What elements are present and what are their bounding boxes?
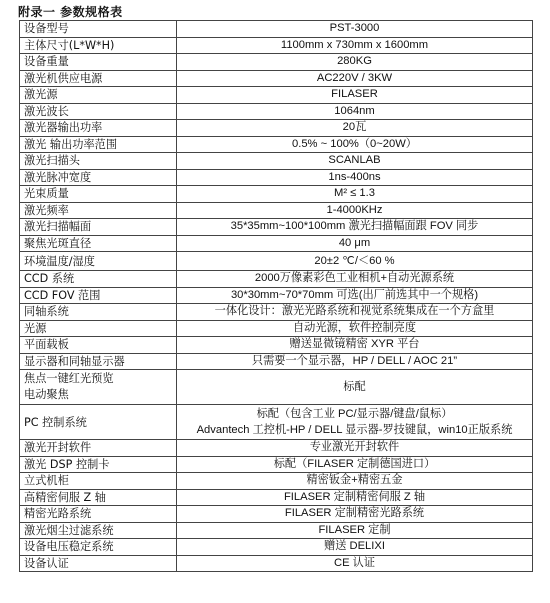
spec-key: 立式机柜 — [24, 474, 69, 488]
spec-value: 赠送 DELIXI — [324, 540, 385, 553]
spec-key-cell — [20, 120, 177, 137]
table-row — [20, 539, 533, 556]
table-row — [20, 186, 533, 203]
spec-value: 只需要一个显示器，HP / DELL / AOC 21” — [251, 354, 458, 367]
spec-key-cell — [20, 136, 177, 153]
spec-value: 20±2 ℃/＜60 % — [314, 254, 395, 267]
spec-value-cell — [177, 70, 533, 87]
spec-key-cell — [20, 271, 177, 288]
spec-value: 280KG — [337, 55, 372, 68]
spec-key: 激光频率 — [24, 203, 69, 217]
spec-key-cell — [20, 37, 177, 54]
spec-key: 显示器和同轴显示器 — [24, 354, 125, 368]
spec-key-cell — [20, 456, 177, 473]
spec-key-line2: 电动聚焦 — [24, 388, 69, 401]
spec-key: 主体尺寸(L*W*H) — [24, 38, 115, 52]
spec-value-cell — [177, 103, 533, 120]
spec-key-cell — [20, 54, 177, 71]
table-row — [20, 440, 533, 457]
spec-key-cell — [20, 287, 177, 304]
table-row — [20, 456, 533, 473]
spec-key: PC 控制系统 — [24, 415, 87, 429]
table-row — [20, 522, 533, 539]
table-row — [20, 37, 533, 54]
spec-key-cell — [20, 21, 177, 38]
spec-key: 精密光路系统 — [24, 507, 92, 521]
spec-value: 标配 — [343, 380, 366, 393]
table-row — [20, 555, 533, 572]
spec-key: 聚焦光斑直径 — [24, 236, 92, 250]
spec-value: 35*35mm~100*100mm 激光扫描幅面跟 FOV 同步 — [230, 220, 479, 233]
spec-key-cell — [20, 555, 177, 572]
spec-key-cell — [20, 337, 177, 354]
spec-key-cell — [20, 506, 177, 523]
spec-key-cell — [20, 353, 177, 370]
spec-value: 30*30mm~70*70mm 可选(出厂前选其中一个规格) — [230, 288, 479, 301]
table-row — [20, 506, 533, 523]
table-row — [20, 252, 533, 271]
spec-value: CE 认证 — [333, 556, 376, 569]
spec-value: 标配（包含工业 PC/显示器/键盘/鼠标） — [256, 408, 453, 420]
spec-value: FILASER 定制精密伺服 Z 轴 — [283, 490, 426, 503]
spec-value-cell — [177, 21, 533, 38]
spec-value: 20瓦 — [342, 121, 367, 134]
spec-key: 设备型号 — [24, 22, 69, 36]
spec-value-cell — [177, 473, 533, 490]
spec-value-cell — [177, 405, 533, 440]
spec-key: 光源 — [24, 321, 47, 335]
table-row — [20, 54, 533, 71]
spec-key: 焦点一键红光预览 — [24, 372, 114, 385]
spec-value: SCANLAB — [328, 154, 381, 167]
table-row — [20, 21, 533, 38]
spec-key-cell — [20, 405, 177, 440]
spec-table — [19, 20, 533, 572]
table-row — [20, 235, 533, 252]
spec-value: 精密钣金+精密五金 — [306, 474, 403, 487]
spec-value-cell — [177, 120, 533, 137]
spec-value: 专业激光开封软件 — [309, 441, 400, 454]
table-row — [20, 320, 533, 337]
table-row — [20, 153, 533, 170]
spec-value-cell — [177, 337, 533, 354]
spec-value-cell — [177, 136, 533, 153]
spec-value-cell — [177, 304, 533, 321]
spec-key: 激光器输出功率 — [24, 121, 103, 135]
spec-value-cell — [177, 169, 533, 186]
spec-value-cell — [177, 353, 533, 370]
table-row — [20, 103, 533, 120]
table-row — [20, 271, 533, 288]
spec-key-cell — [20, 219, 177, 236]
table-row — [20, 287, 533, 304]
spec-value: 自动光源，软件控制亮度 — [292, 321, 417, 334]
spec-value-cell — [177, 202, 533, 219]
table-row — [20, 370, 533, 405]
spec-key-cell — [20, 103, 177, 120]
spec-value-cell — [177, 320, 533, 337]
spec-key: 激光机供应电源 — [24, 71, 103, 85]
spec-key-cell — [20, 473, 177, 490]
spec-value: 1-4000KHz — [326, 203, 383, 216]
table-row — [20, 489, 533, 506]
spec-key: 设备认证 — [24, 556, 69, 570]
spec-value-cell — [177, 539, 533, 556]
spec-value-cell — [177, 489, 533, 506]
table-row — [20, 473, 533, 490]
spec-key: 激光 DSP 控制卡 — [24, 457, 110, 471]
spec-value: M² ≤ 1.3 — [334, 187, 375, 200]
spec-value-cell — [177, 287, 533, 304]
spec-value-cell — [177, 87, 533, 104]
spec-value-cell — [177, 186, 533, 203]
spec-value-cell — [177, 440, 533, 457]
spec-value: 2000万像素彩色工业相机+自动光源系统 — [254, 272, 455, 285]
spec-key: 激光开封软件 — [24, 441, 92, 455]
table-row — [20, 70, 533, 87]
spec-key: 激光波长 — [24, 104, 69, 118]
spec-value-cell — [177, 54, 533, 71]
spec-value: 标配（FILASER 定制德国进口） — [273, 457, 436, 470]
spec-key: 激光 输出功率范围 — [24, 137, 118, 151]
spec-key: 同轴系统 — [24, 305, 69, 319]
spec-value: PST-3000 — [329, 22, 380, 35]
spec-key: 设备电压稳定系统 — [24, 540, 114, 554]
table-row — [20, 304, 533, 321]
spec-key-cell — [20, 87, 177, 104]
table-row — [20, 87, 533, 104]
spec-key-cell — [20, 522, 177, 539]
spec-key-cell — [20, 186, 177, 203]
spec-value-cell — [177, 555, 533, 572]
spec-key: 激光扫描幅面 — [24, 220, 92, 234]
table-row — [20, 136, 533, 153]
spec-value: 1100mm x 730mm x 1600mm — [280, 38, 429, 51]
spec-value-cell — [177, 235, 533, 252]
spec-key: 环境温度/湿度 — [24, 254, 95, 268]
spec-key-cell — [20, 304, 177, 321]
spec-value-cell — [177, 370, 533, 405]
spec-value: AC220V / 3KW — [316, 71, 393, 84]
spec-key: 激光源 — [24, 88, 58, 102]
spec-value-cell — [177, 153, 533, 170]
spec-key: CCD FOV 范围 — [24, 288, 101, 302]
spec-value: 1ns-400ns — [328, 170, 381, 183]
spec-key-cell — [20, 539, 177, 556]
spec-key-cell — [20, 153, 177, 170]
table-row — [20, 202, 533, 219]
spec-key-cell — [20, 235, 177, 252]
spec-value: FILASER — [331, 88, 378, 101]
spec-key: 激光烟尘过滤系统 — [24, 523, 114, 537]
spec-key: 平面载板 — [24, 338, 69, 352]
spec-value: 一体化设计：激光光路系统和视觉系统集成在一个方盒里 — [214, 305, 495, 318]
table-row — [20, 120, 533, 137]
spec-value-cell — [177, 37, 533, 54]
spec-key: 激光扫描头 — [24, 154, 80, 168]
spec-value-line2: Advantech 工控机-HP / DELL 显示器-罗技键鼠，win10正版系统 — [196, 424, 513, 436]
spec-value-cell — [177, 271, 533, 288]
spec-value: 40 μm — [338, 236, 371, 249]
spec-value: FILASER 定制精密光路系统 — [284, 507, 425, 520]
table-row — [20, 169, 533, 186]
table-row — [20, 353, 533, 370]
spec-value: 赠送显微镜精密 XYR 平台 — [289, 338, 420, 351]
spec-value-cell — [177, 506, 533, 523]
spec-key-cell — [20, 169, 177, 186]
spec-key-cell — [20, 320, 177, 337]
spec-value: 1064nm — [334, 104, 375, 117]
spec-value-cell — [177, 522, 533, 539]
spec-key-cell — [20, 70, 177, 87]
table-row — [20, 219, 533, 236]
spec-key-cell — [20, 202, 177, 219]
spec-value-cell — [177, 252, 533, 271]
document-title: 附录一 参数规格表 — [18, 5, 123, 19]
table-row — [20, 405, 533, 440]
table-row — [20, 337, 533, 354]
spec-value: FILASER 定制 — [318, 523, 391, 536]
spec-value: 0.5% ~ 100%（0~20W） — [292, 137, 417, 150]
spec-key: 设备重量 — [24, 55, 69, 69]
spec-key-cell — [20, 440, 177, 457]
spec-value-cell — [177, 219, 533, 236]
spec-key: 高精密伺服 Z 轴 — [24, 490, 106, 504]
spec-key-cell — [20, 370, 177, 405]
spec-key-cell — [20, 489, 177, 506]
spec-key: CCD 系统 — [24, 272, 75, 286]
spec-value-cell — [177, 456, 533, 473]
spec-key-cell — [20, 252, 177, 271]
spec-key: 光束质量 — [24, 187, 69, 201]
spec-key: 激光脉冲宽度 — [24, 170, 92, 184]
